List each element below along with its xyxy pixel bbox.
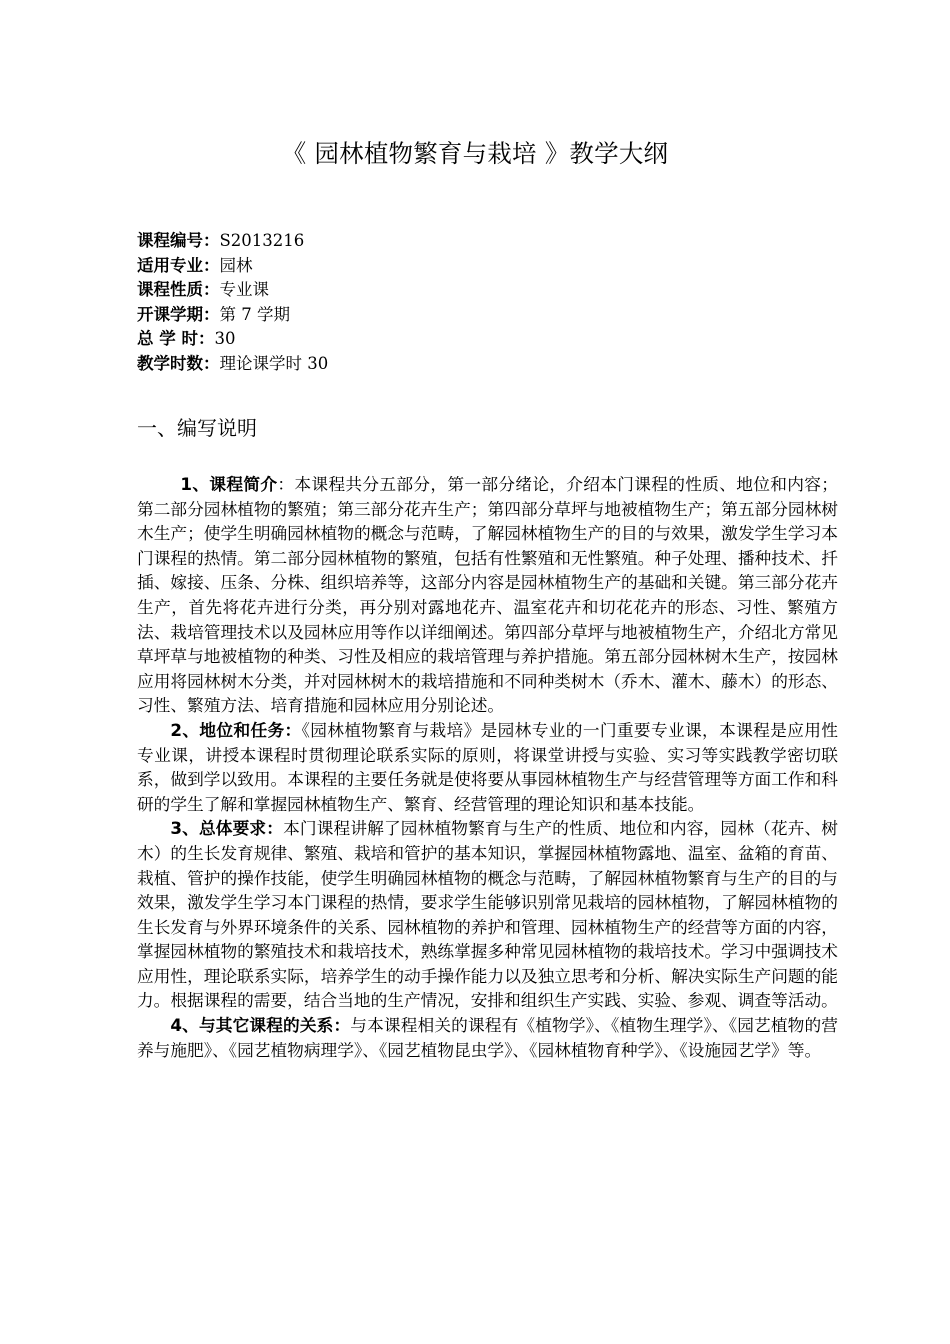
section-heading: 一、编写说明 [137, 416, 257, 440]
term-row [137, 303, 328, 328]
nature-value: 专业课 [219, 280, 269, 300]
teaching-hours-row [137, 352, 328, 377]
teaching-hours-value: 理论课学时 30 [219, 353, 329, 373]
paragraph-text: 本门课程讲解了园林植物繁育与生产的性质、地位和内容，园林（花卉、树木）的生长发育规律、繁殖、栽培和管护的基本知识，掌握园林植物露地、温室、盆箱的育苗、栽植、管护的操作技能，使学生明确园林植物的概念与范畴，了解园林植物繁育与生产的目的与效果，激发学生学习本门课程的热情，要求学生能够识别常见栽培的园林植物，了解园林植物的生长发育与外界环境条件的关系、园林植物的养护和管理、园林植物生产的经营等方面的内容，掌握园林植物的繁殖技术和栽培技术，熟练掌握多种常见园林植物的栽培技术。学习中强调技术应用性，理论联系实际，培养学生的动手操作能力以及独立思考和分析、解决实际生产问题的能力。根据课程的需要，结合当地的生产情况，安排和组织生产实践、实验、参观、调查等活动。 [137, 818, 838, 1011]
hours-value: 30 [214, 329, 236, 349]
nature-row [137, 278, 328, 303]
paragraph-position-tasks [137, 718, 838, 816]
major-value: 园林 [219, 255, 253, 275]
paragraph-overall-requirements [137, 816, 838, 1013]
term-value: 第 7 学期 [219, 304, 290, 324]
paragraph-text: 与本课程相关的课程有《植物学》、《植物生理学》、《园艺植物的营养与施肥》、《园艺植物病理学》、《园艺植物昆虫学》、《园林植物育种学》、《设施园艺学》等。 [137, 1015, 838, 1060]
major-label: 适用专业： [137, 255, 220, 275]
paragraph-lead: 4、与其它课程的关系： [170, 1015, 351, 1036]
course-info [137, 229, 328, 377]
section-body [137, 472, 838, 1062]
course-code-value: S2013216 [219, 231, 305, 250]
paragraph-lead: 1、课程简介 [180, 474, 278, 494]
paragraph-related-courses [137, 1013, 838, 1062]
major-row [137, 254, 328, 279]
paragraph-lead: 2、地位和任务： [170, 719, 302, 740]
term-label: 开课学期： [137, 304, 220, 324]
paragraph-course-intro [137, 472, 838, 718]
nature-label: 课程性质： [137, 280, 220, 300]
course-code-row [137, 229, 328, 254]
paragraph-text: ：本课程共分五部分，第一部分绪论，介绍本门课程的性质、地位和内容；第二部分园林植物的繁殖；第三部分花卉生产；第四部分草坪与地被植物生产；第五部分园林树木生产；使学生明确园林植物的概念与范畴，了解园林植物生产的目的与效果，激发学生学习本门课程的热情。第二部分园林植物的繁殖，包括有性繁殖和无性繁殖。种子处理、播种技术、扦插、嫁接、压条、分株、组织培养等，这部分内容是园林植物生产的基础和关键。第三部分花卉生产，首先将花卉进行分类，再分别对露地花卉、温室花卉和切花花卉的形态、习性、繁殖方法、栽培管理技术以及园林应用等作以详细阐述。第四部分草坪与地被植物生产，介绍北方常见草坪草与地被植物的种类、习性及相应的栽培管理与养护措施。第五部分园林树木生产，按园林应用将园林树木分类，并对园林树木的栽培措施和不同种类树木（乔木、灌木、藤木）的形态、习性、繁殖方法、培育措施和园林应用分别论述。 [137, 474, 838, 716]
hours-row [137, 327, 328, 352]
page-title: 《 园林植物繁育与栽培 》教学大纲 [281, 139, 669, 168]
paragraph-lead: 3、总体要求： [170, 818, 284, 839]
course-code-label: 课程编号： [137, 231, 220, 250]
hours-label: 总 学 时： [137, 329, 215, 349]
teaching-hours-label: 教学时数： [137, 353, 220, 373]
paragraph-text: 《园林植物繁育与栽培》是园林专业的一门重要专业课，本课程是应用性专业课，讲授本课程时贯彻理论联系实际的原则，将课堂讲授与实验、实习等实践教学密切联系，做到学以致用。本课程的主要任务就是使将要从事园林植物生产与经营管理等方面工作和科研的学生了解和掌握园林植物生产、繁育、经营管理的理论知识和基本技能。 [137, 719, 838, 814]
